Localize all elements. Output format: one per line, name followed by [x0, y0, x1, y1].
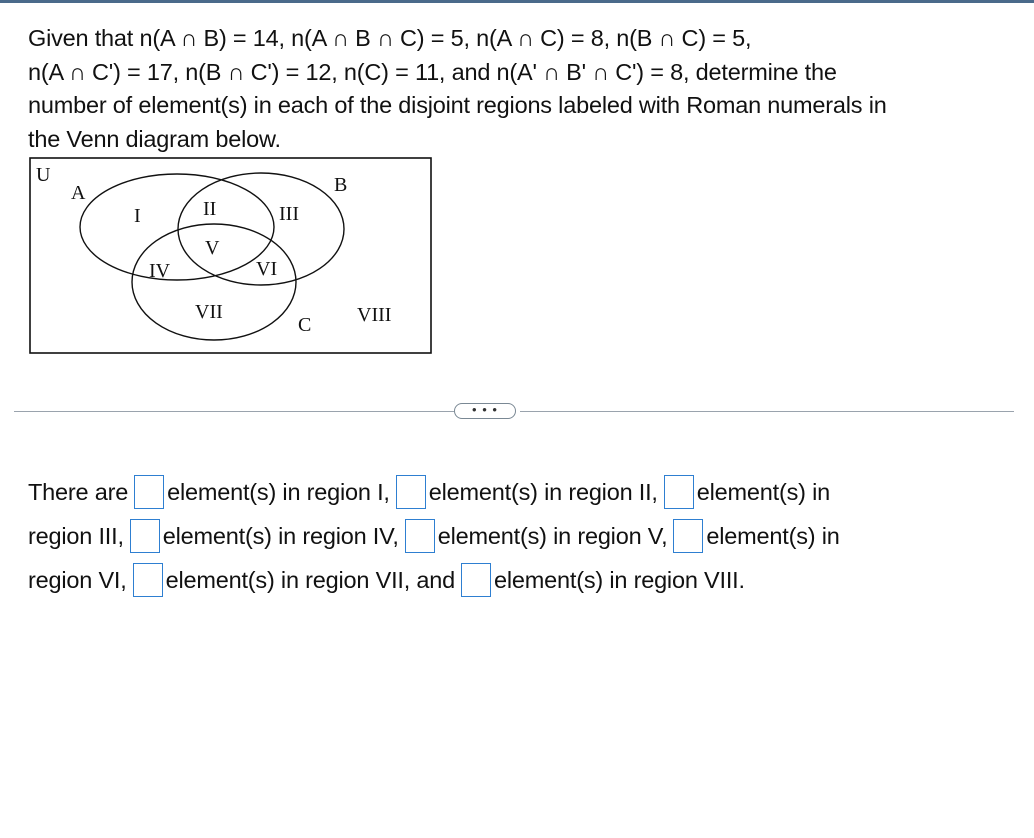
answer-text-region-iv: element(s) in region IV,: [162, 523, 399, 549]
answer-line-2: [28, 514, 1018, 558]
question-text: [28, 22, 1018, 156]
answer-line-3: [28, 558, 1018, 602]
answer-text-region-ii: element(s) in region II,: [428, 479, 658, 505]
question-line-3: number of element(s) in each of the disjoint regions labeled with Roman numerals in: [28, 92, 887, 118]
set-label-b: B: [334, 174, 348, 196]
answer-text-region-viii: element(s) in region VIII.: [494, 567, 745, 593]
answer-input-region-ii[interactable]: [396, 475, 426, 509]
region-label-viii: VIII: [357, 304, 392, 326]
answer-text-region-vii: element(s) in region VII, and: [165, 567, 456, 593]
answer-text-region-v: element(s) in region V,: [437, 523, 668, 549]
question-line-4: the Venn diagram below.: [28, 125, 281, 152]
circle-a: [80, 174, 274, 280]
region-label-i: I: [134, 205, 141, 227]
region-label-vi: VI: [256, 258, 278, 280]
answer-text-in-2: element(s) in: [706, 523, 840, 549]
answer-text-region-i: element(s) in region I,: [167, 479, 390, 505]
answer-text-region-vi: region VI,: [28, 567, 127, 593]
answer-input-region-vii[interactable]: [133, 563, 163, 597]
answer-line-1: [28, 470, 1018, 514]
answer-input-region-vi[interactable]: [673, 519, 703, 553]
set-label-a: A: [71, 182, 86, 204]
answer-text-there-are: There are: [28, 479, 129, 505]
set-label-c: C: [298, 314, 312, 336]
top-rule: [0, 0, 1034, 3]
answer-input-region-iv[interactable]: [130, 519, 160, 553]
region-label-v: V: [205, 237, 220, 259]
region-label-ii: II: [203, 198, 217, 220]
question-line-2: n(A ∩ C') = 17, n(B ∩ C') = 12, n(C) = 11, and n(A' ∩ B' ∩ C') = 8, determine the: [28, 58, 837, 85]
answer-input-region-viii[interactable]: [461, 563, 491, 597]
universe-label: U: [36, 164, 51, 186]
region-label-vii: VII: [195, 301, 223, 323]
venn-diagram: [29, 157, 433, 355]
region-label-iv: IV: [149, 260, 171, 282]
expand-more-button[interactable]: • • •: [454, 403, 516, 419]
region-label-iii: III: [279, 203, 299, 225]
divider-right: [520, 411, 1014, 412]
answer-input-region-i[interactable]: [134, 475, 164, 509]
answer-text-region-iii: region III,: [28, 523, 124, 549]
answer-text-in: element(s) in: [696, 479, 830, 505]
question-line-1: Given that n(A ∩ B) = 14, n(A ∩ B ∩ C) = 5, n(A ∩ C) = 8, n(B ∩ C) = 5,: [28, 25, 752, 51]
divider-left: [14, 411, 454, 412]
answer-sentence: [28, 470, 1018, 602]
answer-input-region-v[interactable]: [405, 519, 435, 553]
answer-input-region-iii[interactable]: [664, 475, 694, 509]
